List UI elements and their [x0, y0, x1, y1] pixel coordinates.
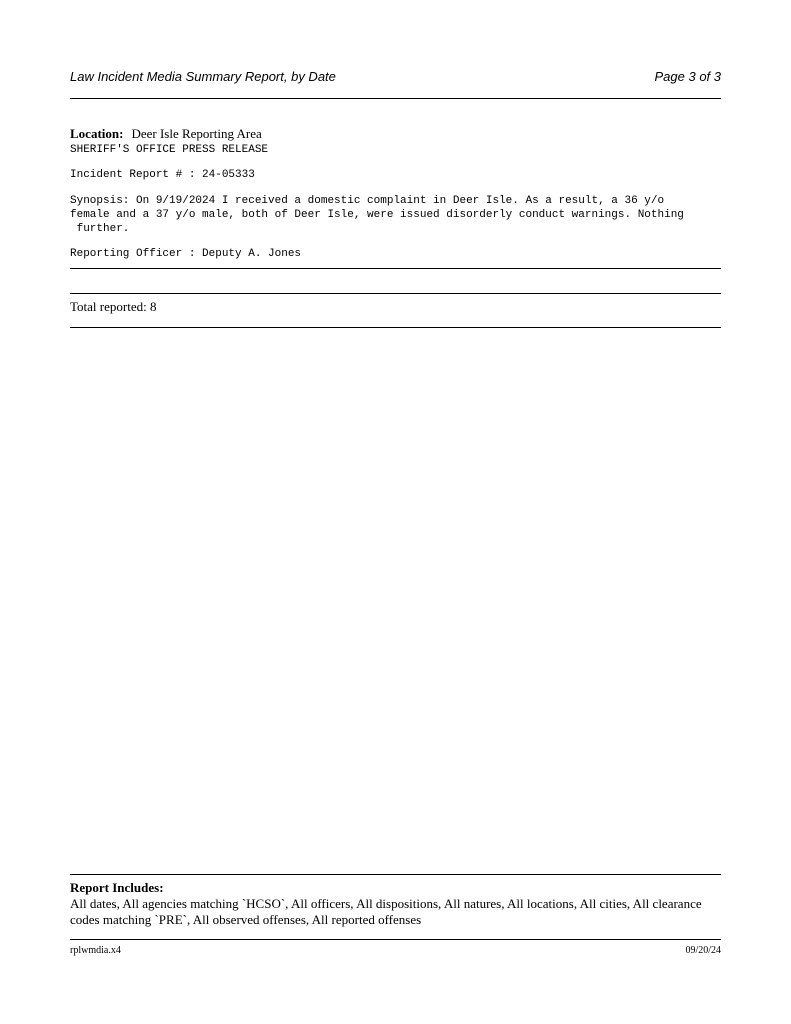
includes-divider: [70, 874, 721, 875]
report-includes: [70, 880, 721, 928]
incident-report-number: Incident Report # : 24-05333: [70, 169, 255, 181]
reporting-officer: Reporting Officer : Deputy A. Jones: [70, 248, 302, 260]
total-bottom-divider: [70, 327, 721, 328]
footer-divider: [70, 939, 721, 940]
location-label: Location:: [70, 126, 124, 141]
incident-divider: [70, 268, 721, 269]
report-includes-text: All dates, All agencies matching `HCSO`, All officers, All dispositions, All natures, All locations, All cities, All clearance codes matching `PRE`, All observed offenses, All reported offenses: [70, 896, 702, 927]
synopsis-line: further.: [70, 223, 130, 235]
location-line: [70, 126, 262, 142]
total-reported: Total reported: 8: [70, 299, 157, 314]
synopsis-line: Synopsis: On 9/19/2024 I received a domestic complaint in Deer Isle. As a result, a 36 y/o: [70, 195, 665, 207]
synopsis-line: female and a 37 y/o male, both of Deer Isle, were issued disorderly conduct warnings. Nothing: [70, 209, 684, 221]
header-divider: [70, 98, 721, 99]
report-includes-heading: Report Includes:: [70, 880, 164, 895]
press-release-label: SHERIFF'S OFFICE PRESS RELEASE: [70, 144, 269, 156]
page-number: Page 3 of 3: [654, 69, 721, 84]
report-title: Law Incident Media Summary Report, by Date: [70, 69, 336, 84]
program-name: rplwmdia.x4: [70, 945, 121, 956]
print-date: 09/20/24: [685, 945, 721, 956]
location-value: Deer Isle Reporting Area: [131, 126, 262, 141]
total-top-divider: [70, 293, 721, 294]
